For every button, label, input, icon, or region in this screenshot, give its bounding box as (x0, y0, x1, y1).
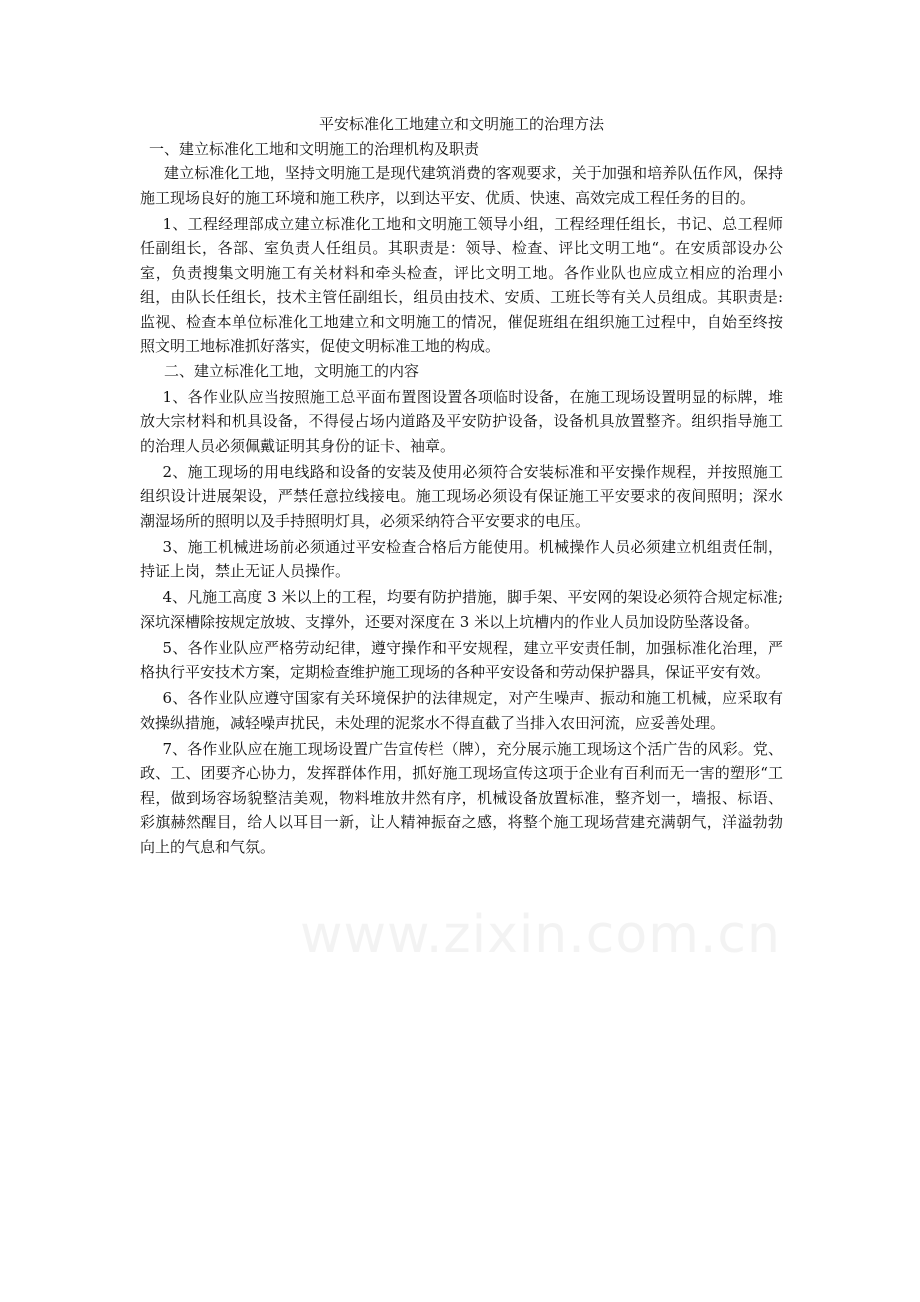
section1-intro-paragraph: 建立标准化工地，坚持文明施工是现代建筑消费的客观要求，关于加强和培养队伍作风，保持施工现场良好的施工环境和施工秩序，以到达平安、优质、快速、高效完成工程任务的目的。 (140, 164, 783, 207)
section-heading-1: 一、建立标准化工地和文明施工的治理机构及职责 (149, 139, 480, 158)
section2-item-1: 1、各作业队应当按照施工总平面布置图设置各项临时设备，在施工现场设置明显的标牌，堆放大宗材料和机具设备，不得侵占场内道路及平安防护设备，设备机具放置整齐。组织指导施工的治理人员必须佩戴证明其身份的证卡、袖章。 (140, 387, 783, 455)
document-page (140, 112, 783, 859)
section2-item-6: 6、各作业队应遵守国家有关环境保护的法律规定，对产生噪声、振动和施工机械，应采取有效操纵措施，减轻噪声扰民，未处理的泥浆水不得直截了当排入农田河流，应妥善处理。 (140, 689, 783, 732)
section-heading-2: 二、建立标准化工地，文明施工的内容 (164, 361, 420, 380)
section2-item-5: 5、各作业队应严格劳动纪律，遵守操作和平安规程，建立平安责任制，加强标准化治理，严格执行平安技术方案，定期检查维护施工现场的各种平安设备和劳动保护器具，保证平安有效。 (140, 638, 783, 681)
section1-item-1: 1、工程经理部成立建立标准化工地和文明施工领导小组，工程经理任组长，书记、总工程师任副组长，各部、室负责人任组员。其职责是：领导、检查、评比文明工地“。在安质部设办公室，负责搜集文明施工有关材料和牵头检查，评比文明工地。各作业队也应成立相应的治理小组，由队长任组长，技术主管任副组长，组员由技术、安质、工班长等有关人员组成。其职责是: 监视、检查本单位标准化工地建立和文明施工的情况，催促班组在组织施工过程中，自始至终按照文明工地标准抓好落实，促使文明标准工地的构成。 (140, 214, 783, 355)
section2-item-7: 7、各作业队应在施工现场设置广告宣传栏（牌），充分展示施工现场这个活广告的风彩。党、政、工、团要齐心协力，发挥群体作用，抓好施工现场宣传这项于企业有百利而无一害的塑形“工程，做到场容场貌整洁美观，物料堆放井然有序，机械设备放置标准，整齐划一，墙报、标语、彩旗赫然醒目，给人以耳目一新，让人精神振奋之感，将整个施工现场营建充满朝气，洋溢勃勃向上的气息和气氛。 (140, 739, 783, 856)
section2-item-4: 4、凡施工高度 3 米以上的工程，均要有防护措施，脚手架、平安网的架设必须符合规定标准; 深坑深槽除按规定放坡、支撑外，还要对深度在 3 米以上坑槽内的作业人员加设防坠落设备。 (140, 588, 783, 631)
section2-item-3: 3、施工机械进场前必须通过平安检查合格后方能使用。机械操作人员必须建立机组责任制，持证上岗，禁止无证人员操作。 (140, 537, 783, 580)
section2-item-2: 2、施工现场的用电线路和设备的安装及使用必须符合安装标准和平安操作规程，并按照施工组织设计进展架设，严禁任意拉线接电。施工现场必须设有保证施工平安要求的夜间照明；深水潮湿场所的照明以及手持照明灯具，必须采纳符合平安要求的电压。 (140, 462, 783, 530)
site-watermark: www.zixin.com.cn (300, 905, 781, 965)
document-title: 平安标准化工地建立和文明施工的治理方法 (318, 115, 604, 133)
